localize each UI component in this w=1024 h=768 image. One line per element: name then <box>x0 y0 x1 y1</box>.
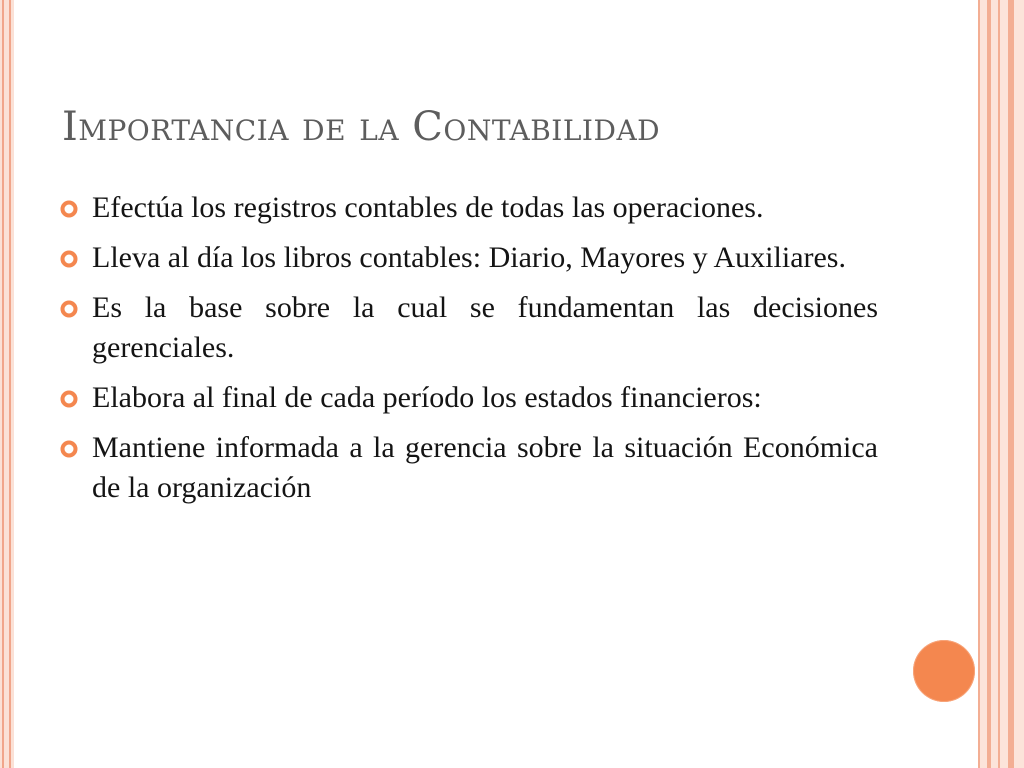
left-border-line <box>9 0 11 768</box>
circle-ring-bullet-icon <box>60 250 78 268</box>
bullet-text: Es la base sobre la cual se fundamentan las decisiones gerenciales. <box>92 291 878 364</box>
left-border-line <box>2 0 4 768</box>
bullet-text: Elabora al final de cada período los estados financieros: <box>92 381 762 414</box>
bullet-list <box>60 188 878 518</box>
circle-ring-bullet-icon <box>60 440 78 458</box>
right-border-line <box>998 0 1000 768</box>
right-decorative-border <box>978 0 1024 768</box>
bullet-item <box>60 238 878 278</box>
right-border-line <box>978 0 980 768</box>
slide-title: Importancia de la Contabilidad <box>62 104 661 150</box>
bullet-item <box>60 428 878 508</box>
bullet-text: Efectúa los registros contables de todas las operaciones. <box>92 191 764 224</box>
circle-ring-bullet-icon <box>60 300 78 318</box>
circle-ring-bullet-icon <box>60 390 78 408</box>
bullet-item <box>60 288 878 368</box>
bullet-text: Mantiene informada a la gerencia sobre la situación Económica de la organización <box>92 431 878 504</box>
bullet-item <box>60 188 878 228</box>
right-border-line <box>1008 0 1014 768</box>
bullet-item <box>60 378 878 418</box>
left-decorative-border <box>0 0 14 768</box>
circle-ring-bullet-icon <box>60 200 78 218</box>
decorative-orange-circle <box>913 640 975 702</box>
bullet-text: Lleva al día los libros contables: Diario, Mayores y Auxiliares. <box>92 241 846 274</box>
right-border-line <box>987 0 991 768</box>
